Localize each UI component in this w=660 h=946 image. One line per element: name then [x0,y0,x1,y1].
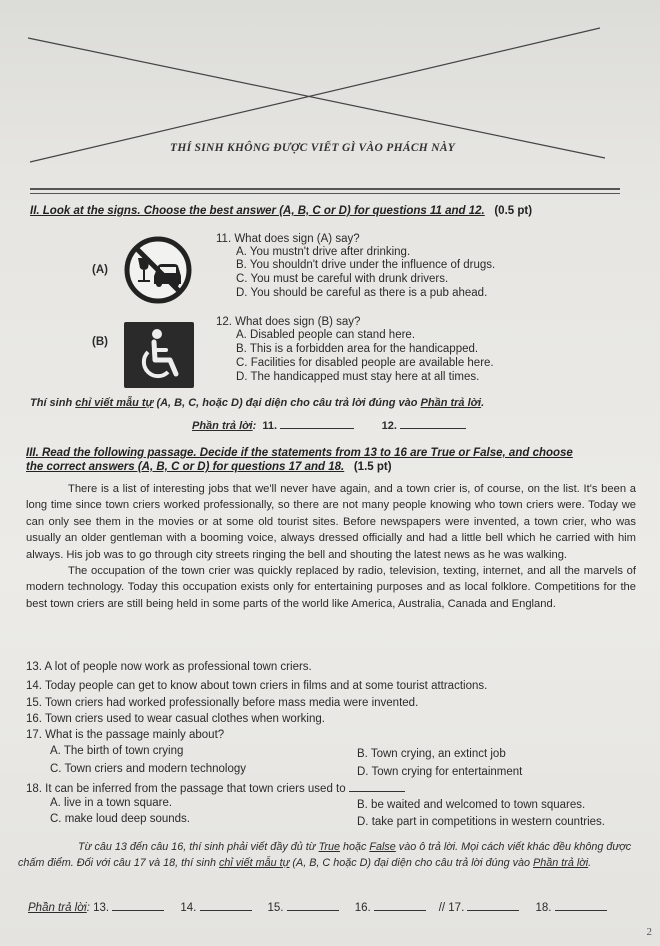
q18-question: 18. It can be inferred from the passage that town criers used to [26,781,405,796]
q11-option-b: B. You shouldn't drive under the influence of drugs. [236,259,496,271]
q17-option-d: D. Town crying for entertainment [357,766,523,778]
reading-passage [26,481,636,612]
q18-option-b: B. be waited and welcomed to town squares. [357,799,586,811]
q17-option-a: A. The birth of town crying [50,745,184,757]
page-number: 2 [646,926,652,938]
no-drink-driving-sign-icon [124,236,192,304]
top-divider [30,188,620,190]
section2-answer-row: Phần trả lời: 11. 12. [192,418,466,432]
statement-15: 15. Town criers had worked professionally before mass media were invented. [26,697,419,709]
q12-option-d: D. The handicapped must stay here at all times. [236,371,480,383]
answer-17-blank[interactable] [467,900,519,911]
wheelchair-sign-icon [124,322,194,388]
section3-instruction: Từ câu 13 đến câu 16, thí sinh phải viết đầy đủ từ True hoặc False vào ô trả lời. Mọi cách viết khác đều không được chấm điểm. Đối với câu 17 và 18, thí sinh chỉ viết mẫu tự (A, B, C hoặc D) đại diện cho câu trả lời đúng vào Phần trả lời. [18,841,632,869]
answer-18-blank[interactable] [555,900,607,911]
answer-14-blank[interactable] [200,900,252,911]
phach-notice: THÍ SINH KHÔNG ĐƯỢC VIẾT GÌ VÀO PHÁCH NÀY [170,142,456,154]
section2-title: II. Look at the signs. Choose the best answer (A, B, C or D) for questions 11 and 12. (0.5 pt) [30,205,533,217]
q18-option-a: A. live in a town square. [50,797,173,809]
passage-paragraph-2: The occupation of the town crier was quickly replaced by radio, television, texting, internet, and all the marvels of modern technology. Today this occupation exists only for entertaining purposes and as local folklore. Competitions for the best town criers are still being held in some parts of the world like America, Australia, Canada and England. [26,565,636,610]
q17-question: 17. What is the passage mainly about? [26,729,225,741]
section3-title: III. Read the following passage. Decide if the statements from 13 to 16 are True or False, and choose the correct answers (A, B, C or D) for questions 17 and 18. (1.5 pt) [26,447,573,473]
passage-paragraph-1: There is a list of interesting jobs that we'll never have again, and a town crier is, of course, on the list. It's been a long time since town criers worked professionally, so there are not many people knowing who town criers were. Today we can only see them in the movies or at some old tourist sites. Before newspapers were invented, a town crier, who was usually an older gentleman with a booming voice, always dressed officially and had a little bell which he carried with him always. His job was to go through city streets ringing the bell and shouting the latest news as he was walking. [26,483,636,561]
statement-14: 14. Today people can get to know about town criers in films and at some tourist attractions. [26,680,488,692]
q18-option-d: D. take part in competitions in western countries. [357,816,606,828]
q11-option-a: A. You mustn't drive after drinking. [236,246,411,258]
sign-b-label: (B) [92,336,108,348]
q12-option-a: A. Disabled people can stand here. [236,329,416,341]
answer-11-blank[interactable] [280,418,354,429]
q17-option-b: B. Town crying, an extinct job [357,748,506,760]
answer-15-blank[interactable] [287,900,339,911]
top-divider-2 [30,193,620,194]
q11-question: 11. What does sign (A) say? [216,233,360,245]
q12-option-b: B. This is a forbidden area for the handicapped. [236,343,479,355]
statement-16: 16. Town criers used to wear casual clothes when working. [26,713,325,725]
section2-instruction: Thí sinh chỉ viết mẫu tự (A, B, C, hoặc D) đại diện cho câu trả lời đúng vào Phần trả lời. [30,397,485,409]
q11-option-c: C. You must be careful with drunk drivers. [236,273,449,285]
q18-blank [349,781,405,792]
q18-option-c: C. make loud deep sounds. [50,813,191,825]
q11-option-d: D. You should be careful as there is a pub ahead. [236,287,488,299]
answer-13-blank[interactable] [112,900,164,911]
q17-option-c: C. Town criers and modern technology [50,763,247,775]
q12-option-c: C. Facilities for disabled people are available here. [236,357,494,369]
phach-cross-lines [0,0,660,200]
answer-12-blank[interactable] [400,418,466,429]
answer-16-blank[interactable] [374,900,426,911]
sign-a-label: (A) [92,264,108,276]
statement-13: 13. A lot of people now work as professional town criers. [26,661,312,673]
q12-question: 12. What does sign (B) say? [216,316,361,328]
section3-answer-row: Phần trả lời: 13. 14. 15. 16. // 17. 18. [28,900,628,914]
